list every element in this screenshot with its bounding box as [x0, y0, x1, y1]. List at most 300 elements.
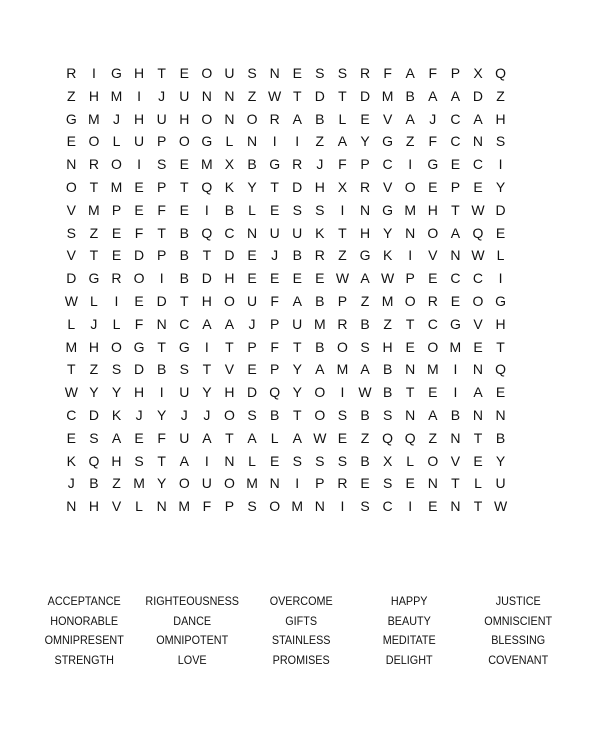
grid-letter[interactable]: I: [408, 498, 413, 515]
grid-letter[interactable]: Z: [89, 224, 99, 241]
grid-letter[interactable]: T: [225, 429, 234, 446]
grid-letter[interactable]: I: [498, 156, 503, 173]
grid-letter[interactable]: B: [224, 201, 235, 218]
grid-letter[interactable]: J: [248, 315, 256, 332]
grid-letter[interactable]: N: [405, 406, 416, 423]
grid-letter[interactable]: U: [156, 110, 167, 127]
grid-letter[interactable]: I: [408, 247, 413, 264]
grid-letter[interactable]: I: [453, 361, 458, 378]
grid-letter[interactable]: I: [204, 452, 209, 469]
grid-letter[interactable]: W: [471, 247, 485, 264]
grid-letter[interactable]: N: [224, 110, 235, 127]
grid-letter[interactable]: Q: [495, 361, 507, 378]
grid-letter[interactable]: J: [135, 406, 143, 423]
grid-letter[interactable]: K: [315, 224, 325, 241]
grid-letter[interactable]: N: [246, 133, 258, 150]
grid-letter[interactable]: I: [114, 292, 119, 309]
grid-letter[interactable]: X: [337, 178, 348, 195]
grid-letter[interactable]: T: [292, 87, 302, 104]
grid-letter[interactable]: F: [428, 133, 438, 150]
grid-letter[interactable]: H: [201, 292, 212, 309]
grid-letter[interactable]: H: [359, 224, 371, 241]
grid-letter[interactable]: A: [292, 429, 302, 446]
grid-letter[interactable]: G: [382, 201, 394, 218]
grid-letter[interactable]: Y: [495, 178, 506, 195]
grid-letter[interactable]: P: [450, 65, 461, 81]
grid-letter[interactable]: I: [340, 201, 345, 218]
grid-letter[interactable]: C: [450, 270, 461, 287]
grid-letter[interactable]: T: [179, 178, 189, 195]
grid-letter[interactable]: M: [246, 475, 258, 492]
grid-letter[interactable]: F: [270, 292, 279, 309]
grid-letter[interactable]: I: [408, 156, 413, 173]
grid-letter[interactable]: T: [202, 247, 212, 264]
grid-letter[interactable]: F: [383, 65, 392, 81]
grid-letter[interactable]: A: [202, 429, 212, 446]
grid-letter[interactable]: S: [382, 475, 393, 492]
grid-letter[interactable]: E: [247, 247, 257, 264]
grid-letter[interactable]: R: [427, 292, 438, 309]
grid-letter[interactable]: P: [157, 133, 167, 150]
grid-letter[interactable]: I: [498, 270, 503, 287]
grid-letter[interactable]: J: [180, 406, 188, 423]
grid-letter[interactable]: D: [134, 247, 145, 264]
grid-letter[interactable]: G: [111, 65, 122, 81]
grid-letter[interactable]: E: [315, 270, 325, 287]
grid-letter[interactable]: M: [88, 110, 100, 127]
grid-letter[interactable]: Q: [404, 429, 416, 446]
grid-letter[interactable]: N: [224, 87, 235, 104]
grid-letter[interactable]: G: [178, 338, 190, 355]
grid-letter[interactable]: T: [270, 178, 279, 195]
grid-letter[interactable]: B: [315, 338, 325, 355]
grid-letter[interactable]: I: [204, 201, 209, 218]
grid-letter[interactable]: R: [111, 270, 122, 287]
grid-letter[interactable]: L: [248, 452, 256, 469]
grid-letter[interactable]: F: [270, 338, 279, 355]
grid-letter[interactable]: N: [201, 87, 212, 104]
grid-letter[interactable]: O: [472, 292, 484, 309]
grid-letter[interactable]: S: [247, 498, 257, 515]
grid-letter[interactable]: L: [406, 452, 415, 469]
grid-letter[interactable]: O: [246, 110, 258, 127]
grid-letter[interactable]: O: [314, 406, 326, 423]
grid-letter[interactable]: A: [450, 87, 461, 104]
grid-letter[interactable]: T: [292, 406, 302, 423]
grid-letter[interactable]: A: [292, 292, 302, 309]
grid-letter[interactable]: O: [427, 452, 439, 469]
grid-letter[interactable]: A: [179, 452, 189, 469]
grid-letter[interactable]: E: [360, 110, 370, 127]
grid-letter[interactable]: M: [133, 475, 145, 492]
grid-letter[interactable]: Z: [67, 87, 76, 104]
grid-letter[interactable]: Z: [405, 133, 415, 150]
grid-letter[interactable]: E: [134, 178, 144, 195]
grid-letter[interactable]: F: [428, 65, 438, 81]
grid-letter[interactable]: F: [157, 201, 166, 218]
grid-letter[interactable]: V: [428, 247, 438, 264]
grid-letter[interactable]: M: [404, 201, 417, 218]
grid-letter[interactable]: P: [224, 498, 235, 515]
grid-letter[interactable]: A: [337, 133, 348, 150]
grid-letter[interactable]: J: [203, 406, 211, 423]
grid-letter[interactable]: C: [427, 315, 438, 332]
grid-letter[interactable]: S: [315, 452, 325, 469]
grid-letter[interactable]: Q: [382, 429, 394, 446]
grid-letter[interactable]: W: [381, 270, 395, 287]
grid-letter[interactable]: W: [335, 270, 350, 287]
grid-letter[interactable]: I: [137, 87, 142, 104]
grid-letter[interactable]: G: [495, 292, 507, 309]
grid-letter[interactable]: B: [269, 406, 280, 423]
grid-letter[interactable]: E: [428, 384, 438, 401]
grid-letter[interactable]: E: [405, 475, 415, 492]
grid-letter[interactable]: W: [493, 498, 508, 515]
grid-letter[interactable]: N: [314, 498, 325, 515]
grid-letter[interactable]: M: [336, 361, 349, 378]
grid-letter[interactable]: T: [67, 361, 76, 378]
grid-letter[interactable]: B: [495, 429, 506, 446]
grid-letter[interactable]: C: [224, 224, 235, 241]
grid-letter[interactable]: X: [382, 452, 393, 469]
grid-letter[interactable]: A: [360, 270, 370, 287]
grid-letter[interactable]: Z: [247, 87, 257, 104]
grid-letter[interactable]: B: [360, 452, 370, 469]
grid-letter[interactable]: G: [201, 133, 213, 150]
grid-letter[interactable]: O: [314, 384, 326, 401]
grid-letter[interactable]: P: [405, 270, 415, 287]
grid-letter[interactable]: N: [269, 475, 280, 492]
grid-letter[interactable]: J: [67, 475, 75, 492]
grid-letter[interactable]: L: [496, 247, 505, 264]
grid-letter[interactable]: H: [495, 110, 506, 127]
grid-letter[interactable]: Y: [292, 361, 302, 378]
grid-letter[interactable]: H: [88, 498, 99, 515]
grid-letter[interactable]: H: [382, 338, 393, 355]
grid-letter[interactable]: Y: [247, 178, 257, 195]
grid-letter[interactable]: Q: [201, 178, 213, 195]
grid-letter[interactable]: S: [360, 498, 370, 515]
grid-letter[interactable]: O: [224, 292, 235, 309]
grid-letter[interactable]: T: [338, 224, 347, 241]
grid-letter[interactable]: U: [495, 475, 506, 492]
grid-letter[interactable]: A: [450, 224, 461, 241]
grid-letter[interactable]: H: [224, 270, 235, 287]
grid-letter[interactable]: D: [224, 247, 235, 264]
grid-letter[interactable]: T: [179, 292, 189, 309]
grid-letter[interactable]: T: [496, 338, 505, 355]
grid-letter[interactable]: B: [382, 361, 393, 378]
grid-letter[interactable]: O: [404, 178, 416, 195]
grid-letter[interactable]: C: [472, 156, 484, 173]
grid-letter[interactable]: S: [134, 452, 144, 469]
grid-letter[interactable]: T: [338, 87, 347, 104]
grid-letter[interactable]: O: [269, 498, 281, 515]
grid-letter[interactable]: R: [337, 315, 348, 332]
grid-letter[interactable]: M: [291, 498, 304, 515]
grid-letter[interactable]: X: [473, 65, 483, 81]
grid-letter[interactable]: O: [427, 224, 439, 241]
grid-letter[interactable]: E: [66, 133, 76, 150]
grid-letter[interactable]: E: [428, 178, 438, 195]
grid-letter[interactable]: V: [111, 498, 122, 515]
grid-letter[interactable]: U: [269, 224, 280, 241]
grid-letter[interactable]: R: [337, 475, 348, 492]
grid-letter[interactable]: R: [269, 110, 280, 127]
grid-letter[interactable]: J: [429, 110, 437, 127]
grid-letter[interactable]: X: [224, 156, 235, 173]
grid-letter[interactable]: S: [247, 65, 257, 81]
grid-letter[interactable]: Q: [495, 65, 507, 81]
grid-letter[interactable]: S: [292, 452, 302, 469]
grid-letter[interactable]: I: [340, 384, 345, 401]
grid-letter[interactable]: W: [471, 201, 485, 218]
grid-letter[interactable]: K: [382, 247, 393, 264]
grid-letter[interactable]: N: [450, 247, 461, 264]
grid-letter[interactable]: Z: [428, 429, 438, 446]
grid-letter[interactable]: S: [315, 65, 325, 81]
grid-letter[interactable]: M: [313, 315, 326, 332]
grid-letter[interactable]: W: [313, 429, 327, 446]
grid-letter[interactable]: U: [179, 87, 190, 104]
grid-letter[interactable]: P: [269, 361, 280, 378]
grid-letter[interactable]: E: [473, 338, 483, 355]
grid-letter[interactable]: C: [472, 270, 484, 287]
grid-letter[interactable]: E: [179, 156, 189, 173]
grid-letter[interactable]: G: [359, 247, 371, 264]
grid-letter[interactable]: R: [359, 178, 371, 195]
grid-letter[interactable]: Z: [383, 315, 392, 332]
grid-letter[interactable]: O: [133, 270, 145, 287]
grid-letter[interactable]: S: [89, 429, 99, 446]
grid-letter[interactable]: O: [336, 338, 348, 355]
grid-letter[interactable]: L: [135, 498, 143, 515]
grid-letter[interactable]: T: [89, 178, 99, 195]
grid-letter[interactable]: Z: [112, 475, 121, 492]
grid-letter[interactable]: C: [382, 156, 393, 173]
grid-letter[interactable]: E: [450, 156, 461, 173]
grid-letter[interactable]: O: [224, 475, 235, 492]
grid-letter[interactable]: O: [224, 406, 235, 423]
grid-letter[interactable]: E: [179, 201, 189, 218]
grid-letter[interactable]: E: [428, 498, 438, 515]
grid-letter[interactable]: L: [112, 133, 121, 150]
grid-letter[interactable]: S: [360, 338, 370, 355]
grid-letter[interactable]: E: [269, 270, 280, 287]
grid-letter[interactable]: T: [157, 452, 166, 469]
grid-letter[interactable]: O: [111, 156, 122, 173]
grid-letter[interactable]: B: [360, 406, 370, 423]
grid-letter[interactable]: N: [224, 452, 235, 469]
grid-letter[interactable]: H: [224, 384, 235, 401]
grid-letter[interactable]: E: [111, 224, 122, 241]
grid-letter[interactable]: O: [178, 475, 190, 492]
grid-letter[interactable]: F: [134, 315, 144, 332]
grid-letter[interactable]: U: [179, 384, 190, 401]
grid-letter[interactable]: C: [179, 315, 190, 332]
grid-letter[interactable]: V: [473, 315, 483, 332]
grid-letter[interactable]: K: [111, 406, 122, 423]
grid-letter[interactable]: S: [157, 156, 167, 173]
grid-letter[interactable]: G: [382, 133, 394, 150]
grid-letter[interactable]: S: [337, 452, 348, 469]
grid-letter[interactable]: T: [225, 338, 234, 355]
grid-letter[interactable]: E: [66, 429, 76, 446]
grid-letter[interactable]: E: [269, 452, 280, 469]
grid-letter[interactable]: Z: [360, 429, 370, 446]
grid-letter[interactable]: E: [473, 452, 483, 469]
grid-letter[interactable]: E: [111, 247, 122, 264]
grid-letter[interactable]: T: [157, 65, 166, 81]
grid-letter[interactable]: G: [427, 156, 439, 173]
grid-letter[interactable]: M: [110, 87, 123, 104]
grid-letter[interactable]: Q: [472, 224, 484, 241]
grid-letter[interactable]: S: [337, 65, 348, 81]
grid-letter[interactable]: Y: [89, 384, 99, 401]
grid-letter[interactable]: F: [338, 156, 347, 173]
grid-letter[interactable]: D: [156, 292, 167, 309]
grid-letter[interactable]: Y: [111, 384, 122, 401]
grid-letter[interactable]: P: [157, 247, 167, 264]
grid-letter[interactable]: H: [134, 384, 145, 401]
grid-letter[interactable]: C: [450, 133, 461, 150]
grid-letter[interactable]: E: [495, 384, 506, 401]
grid-letter[interactable]: Z: [360, 292, 370, 309]
grid-letter[interactable]: E: [134, 201, 144, 218]
grid-letter[interactable]: S: [382, 406, 393, 423]
grid-letter[interactable]: D: [472, 87, 484, 104]
grid-letter[interactable]: V: [224, 361, 235, 378]
grid-letter[interactable]: H: [427, 201, 438, 218]
grid-letter[interactable]: T: [405, 315, 415, 332]
grid-letter[interactable]: O: [88, 133, 100, 150]
grid-letter[interactable]: D: [292, 178, 303, 195]
grid-letter[interactable]: I: [91, 65, 96, 81]
grid-letter[interactable]: H: [179, 110, 190, 127]
grid-letter[interactable]: S: [495, 133, 506, 150]
grid-letter[interactable]: S: [179, 361, 189, 378]
grid-letter[interactable]: O: [65, 178, 77, 195]
grid-letter[interactable]: N: [472, 406, 484, 423]
grid-letter[interactable]: L: [270, 429, 279, 446]
grid-letter[interactable]: B: [157, 361, 167, 378]
grid-letter[interactable]: O: [201, 110, 213, 127]
grid-letter[interactable]: R: [359, 65, 371, 81]
grid-letter[interactable]: N: [156, 498, 167, 515]
grid-letter[interactable]: I: [295, 133, 300, 150]
grid-letter[interactable]: S: [315, 201, 325, 218]
grid-letter[interactable]: B: [89, 475, 99, 492]
grid-letter[interactable]: A: [315, 361, 325, 378]
grid-letter[interactable]: T: [292, 338, 302, 355]
grid-letter[interactable]: G: [65, 110, 77, 127]
grid-letter[interactable]: T: [405, 384, 415, 401]
grid-letter[interactable]: P: [247, 338, 257, 355]
grid-letter[interactable]: W: [64, 384, 78, 401]
grid-letter[interactable]: B: [247, 156, 257, 173]
grid-letter[interactable]: L: [89, 292, 98, 309]
grid-letter[interactable]: O: [404, 292, 416, 309]
grid-letter[interactable]: S: [66, 224, 76, 241]
grid-letter[interactable]: U: [292, 224, 303, 241]
grid-letter[interactable]: A: [428, 87, 438, 104]
grid-letter[interactable]: L: [248, 201, 256, 218]
grid-letter[interactable]: B: [315, 292, 325, 309]
grid-letter[interactable]: E: [450, 292, 461, 309]
grid-letter[interactable]: V: [66, 247, 76, 264]
grid-letter[interactable]: B: [292, 247, 302, 264]
grid-letter[interactable]: E: [292, 270, 302, 287]
grid-letter[interactable]: M: [110, 178, 123, 195]
grid-letter[interactable]: A: [405, 65, 415, 81]
grid-letter[interactable]: Y: [157, 475, 167, 492]
grid-letter[interactable]: H: [134, 110, 145, 127]
grid-letter[interactable]: I: [453, 384, 458, 401]
grid-letter[interactable]: B: [405, 87, 415, 104]
grid-letter[interactable]: E: [247, 270, 257, 287]
grid-letter[interactable]: E: [337, 429, 348, 446]
grid-letter[interactable]: Z: [89, 361, 99, 378]
grid-letter[interactable]: N: [450, 498, 461, 515]
grid-letter[interactable]: E: [134, 429, 144, 446]
grid-letter[interactable]: D: [495, 201, 506, 218]
grid-letter[interactable]: A: [247, 429, 257, 446]
grid-letter[interactable]: T: [202, 361, 212, 378]
grid-letter[interactable]: F: [157, 429, 166, 446]
grid-letter[interactable]: T: [451, 475, 460, 492]
grid-letter[interactable]: D: [134, 361, 145, 378]
grid-letter[interactable]: G: [133, 338, 145, 355]
grid-letter[interactable]: V: [66, 201, 76, 218]
grid-letter[interactable]: M: [449, 338, 462, 355]
grid-letter[interactable]: A: [428, 406, 438, 423]
grid-letter[interactable]: B: [179, 247, 189, 264]
grid-letter[interactable]: C: [382, 498, 393, 515]
grid-letter[interactable]: P: [450, 178, 461, 195]
grid-letter[interactable]: M: [381, 292, 394, 309]
grid-letter[interactable]: A: [202, 315, 212, 332]
grid-letter[interactable]: A: [360, 361, 370, 378]
grid-letter[interactable]: D: [314, 87, 325, 104]
grid-letter[interactable]: N: [405, 361, 416, 378]
grid-letter[interactable]: S: [111, 361, 122, 378]
grid-letter[interactable]: A: [292, 110, 302, 127]
grid-letter[interactable]: Y: [157, 406, 167, 423]
grid-letter[interactable]: H: [134, 65, 145, 81]
grid-letter[interactable]: B: [360, 315, 370, 332]
grid-letter[interactable]: I: [272, 133, 277, 150]
grid-letter[interactable]: B: [382, 384, 393, 401]
grid-letter[interactable]: Z: [315, 133, 325, 150]
grid-letter[interactable]: F: [202, 498, 212, 515]
grid-letter[interactable]: A: [111, 429, 122, 446]
grid-letter[interactable]: A: [405, 110, 415, 127]
grid-letter[interactable]: N: [246, 224, 258, 241]
grid-letter[interactable]: L: [338, 110, 347, 127]
grid-letter[interactable]: R: [88, 156, 99, 173]
grid-letter[interactable]: T: [473, 498, 483, 515]
grid-letter[interactable]: L: [474, 475, 482, 492]
grid-letter[interactable]: H: [495, 315, 506, 332]
grid-letter[interactable]: N: [405, 224, 416, 241]
grid-letter[interactable]: N: [359, 201, 371, 218]
grid-letter[interactable]: M: [65, 338, 78, 355]
grid-letter[interactable]: W: [64, 292, 78, 309]
grid-letter[interactable]: D: [88, 406, 99, 423]
grid-letter[interactable]: H: [88, 338, 99, 355]
grid-letter[interactable]: N: [472, 361, 484, 378]
grid-letter[interactable]: D: [66, 270, 77, 287]
